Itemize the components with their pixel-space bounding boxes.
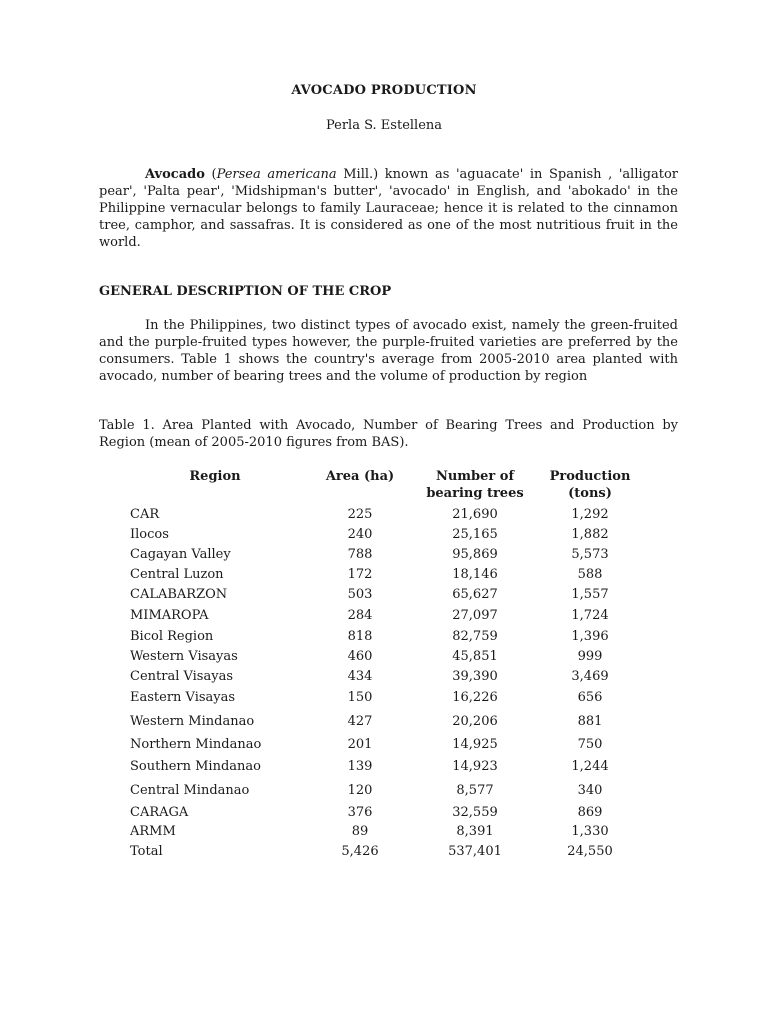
table-row	[120, 709, 640, 733]
table-body	[120, 504, 640, 861]
table-row	[120, 755, 640, 778]
cell-region: Ilocos	[130, 526, 169, 542]
table-row	[120, 564, 640, 584]
intro-open-paren: (	[204, 167, 217, 182]
cell-area: 225	[347, 506, 373, 522]
cell-area: 240	[347, 526, 373, 542]
cell-region: ARMM	[130, 824, 176, 839]
cell-region: Eastern Visayas	[130, 690, 236, 705]
header-trees: Number of bearing trees	[426, 469, 524, 501]
cell-region: Cagayan Valley	[130, 546, 231, 562]
cell-production: 5,573	[571, 546, 609, 562]
table-total-row	[120, 841, 640, 861]
table-row	[120, 686, 640, 709]
cell-area: 503	[347, 587, 373, 602]
cell-region: CARAGA	[130, 804, 189, 820]
table-row	[120, 504, 640, 524]
cell-area: 818	[347, 628, 373, 644]
cell-trees: 8,577	[456, 782, 494, 798]
table-row	[120, 584, 640, 605]
cell-trees: 82,759	[452, 628, 498, 644]
header-area: Area (ha)	[325, 469, 395, 484]
cell-production: 1,292	[571, 506, 609, 522]
cell-area: 788	[347, 546, 373, 562]
table-caption: Table 1. Area Planted with Avocado, Number of Bearing Trees and Production by Region (mean of 2005-2010 figures from BAS).	[99, 418, 678, 450]
cell-region: Central Visayas	[130, 668, 233, 684]
cell-trees: 95,869	[452, 546, 498, 562]
cell-trees: 8,391	[456, 824, 494, 839]
cell-trees: 21,690	[452, 506, 498, 522]
table-row	[120, 626, 640, 646]
intro-rest: Mill.) known as 'aguacate' in Spanish , 'alligator pear', 'Palta pear', 'Midshipman's butter', 'avocado' in English, and 'abokado' in the Philippine vernacular belongs to family Lauraceae; hence it is related to the cinnamon tree, camphor, and sassafras. It is considered as one of the most nutritious fruit in the world.	[99, 167, 678, 250]
cell-trees: 45,851	[452, 648, 498, 664]
cell-trees: 20,206	[452, 713, 498, 729]
cell-area: 120	[347, 782, 373, 798]
cell-region: CALABARZON	[130, 587, 228, 602]
cell-production: 999	[577, 648, 603, 664]
cell-production: 588	[577, 566, 603, 582]
cell-production: 656	[577, 690, 603, 705]
table-row	[120, 822, 640, 841]
section-paragraph: In the Philippines, two distinct types of avocado exist, namely the green-fruited and the purple-fruited types however, the purple-fruited varieties are preferred by the consumers. Table 1 shows the country's average from 2005-2010 area planted with avocado, number of bearing trees and the volume of production by region	[99, 318, 678, 384]
cell-region: CAR	[130, 506, 160, 522]
table-row	[120, 733, 640, 755]
table-row	[120, 802, 640, 822]
cell-production: 24,550	[567, 843, 613, 859]
intro-paragraph	[99, 166, 678, 251]
scientific-name: Persea americana	[216, 167, 337, 182]
cell-production: 881	[577, 713, 603, 729]
table-row	[120, 666, 640, 686]
cell-region: Western Mindanao	[130, 713, 255, 729]
cell-area: 150	[347, 690, 373, 705]
table-row	[120, 544, 640, 564]
cell-region: Northern Mindanao	[130, 736, 262, 752]
cell-region: Western Visayas	[130, 648, 238, 664]
cell-production: 869	[577, 804, 603, 820]
cell-area: 5,426	[341, 843, 379, 859]
cell-area: 172	[347, 566, 373, 582]
table-row	[120, 605, 640, 626]
cell-production: 340	[577, 782, 603, 798]
table-row	[120, 778, 640, 802]
cell-production: 3,469	[571, 668, 609, 684]
cell-trees: 65,627	[452, 587, 498, 602]
intro-term: Avocado	[145, 167, 205, 182]
cell-production: 1,882	[571, 526, 609, 542]
cell-trees: 14,923	[452, 759, 498, 774]
cell-region: Central Mindanao	[130, 782, 250, 798]
cell-production: 1,724	[571, 608, 609, 623]
cell-region: Southern Mindanao	[130, 759, 261, 774]
header-production: Production (tons)	[549, 469, 631, 501]
cell-area: 139	[347, 759, 373, 774]
cell-region: Total	[130, 843, 163, 859]
cell-production: 1,396	[571, 628, 609, 644]
cell-trees: 27,097	[452, 608, 498, 623]
cell-trees: 32,559	[452, 804, 498, 820]
table-header-row	[120, 468, 640, 504]
cell-production: 1,557	[571, 587, 609, 602]
cell-trees: 39,390	[452, 668, 498, 684]
cell-area: 284	[347, 608, 373, 623]
cell-area: 201	[347, 736, 373, 752]
cell-region: Central Luzon	[130, 566, 224, 582]
table-row	[120, 524, 640, 544]
header-region: Region	[189, 469, 241, 484]
document-title: AVOCADO PRODUCTION	[291, 83, 477, 98]
author-name: Perla S. Estellena	[325, 118, 443, 133]
cell-area: 460	[347, 648, 373, 664]
cell-production: 1,244	[571, 759, 609, 774]
table-row	[120, 646, 640, 666]
cell-trees: 14,925	[452, 736, 498, 752]
cell-area: 434	[347, 668, 373, 684]
section-heading: GENERAL DESCRIPTION OF THE CROP	[99, 284, 392, 299]
cell-trees: 25,165	[452, 526, 498, 542]
production-table	[120, 468, 640, 861]
cell-area: 89	[351, 824, 369, 839]
cell-area: 376	[347, 804, 373, 820]
cell-area: 427	[347, 713, 373, 729]
cell-production: 750	[577, 736, 603, 752]
cell-region: Bicol Region	[130, 628, 214, 644]
cell-production: 1,330	[571, 824, 609, 839]
cell-trees: 16,226	[452, 690, 498, 705]
cell-region: MIMAROPA	[130, 608, 209, 623]
cell-trees: 18,146	[452, 566, 498, 582]
cell-trees: 537,401	[448, 843, 502, 859]
